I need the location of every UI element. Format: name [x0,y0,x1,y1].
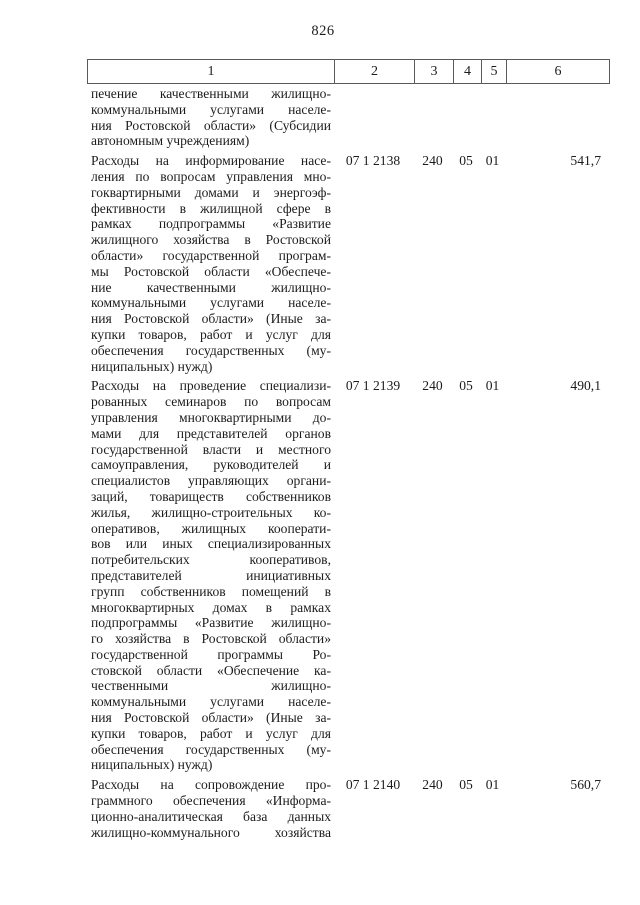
description-line: ционно-аналитическая база данных [91,808,331,824]
table-row [87,86,610,149]
description-line: оперативов, жилищных кооперати- [91,520,331,536]
description-line: государственной власти и местного [91,441,331,457]
description-line: многоквартирных домах в рамках [91,599,331,615]
description-line: гоквартирными домами и энергоэф- [91,184,331,200]
description-line: вов или иных специализированных [91,536,331,552]
header-cell-3: 3 [414,60,453,83]
description-line: граммного обеспечения «Информа- [91,793,331,809]
description-line: рованных семинаров по вопросам [91,394,331,410]
description-line: печение качественными жилищно- [91,86,331,101]
table-row [87,153,610,374]
subsection-cell: 01 [485,153,500,169]
subsection-cell: 01 [485,777,500,793]
description-line: купки товаров, работ и услуг для [91,725,331,741]
target-article-cell: 07 1 2140 [345,777,401,793]
expense-type-cell: 240 [422,378,443,394]
description-line: автономным учреждениям) [91,133,250,149]
description-line: ния Ростовской области» (Иные за- [91,311,331,327]
description-line: государственной программы Ро- [91,646,331,662]
description-line: групп собственников помещений в [91,583,331,599]
section-cell: 05 [459,777,473,793]
description-cell [87,86,333,149]
section-cell: 05 [459,378,473,394]
table-row [87,378,610,773]
table-header-row [87,59,610,84]
description-line: жилищного хозяйства в Ростовской [91,232,331,248]
description-line: самоуправления, руководителей и [91,457,331,473]
description-line: Расходы на сопровождение про- [91,777,331,793]
amount-cell: 490,1 [570,378,601,394]
budget-table [87,59,610,840]
description-line: купки товаров, работ и услуг для [91,326,331,342]
description-line: управления многоквартирными до- [91,409,331,425]
description-line: Расходы на проведение специализи- [91,378,331,394]
description-line: мы Ростовской области «Обеспече- [91,263,331,279]
description-line: коммунальными услугами населе- [91,101,331,117]
section-cell: 05 [459,153,473,169]
target-article-cell: 07 1 2139 [345,378,401,394]
description-line: чественными жилищно- [91,678,331,694]
description-line: мами для представителей органов [91,425,331,441]
page-number: 826 [311,23,335,39]
description-line: коммунальными услугами населе- [91,295,331,311]
expense-type-cell: 240 [422,777,443,793]
table-body [87,86,610,840]
amount-cell: 560,7 [570,777,601,793]
header-cell-6: 6 [506,60,609,83]
description-line: потребительских кооперативов, [91,552,331,568]
description-line: специалистов управляющих органи- [91,473,331,489]
description-line: области» государственной програм- [91,247,331,263]
description-line: коммунальными услугами населе- [91,694,331,710]
description-cell [87,378,333,773]
header-cell-5: 5 [481,60,506,83]
description-line: ниципальных) нужд) [91,757,213,773]
description-line: Расходы на информирование насе- [91,153,331,169]
description-line: ления по вопросам управления мно- [91,168,331,184]
subsection-cell: 01 [485,378,500,394]
header-cell-1: 1 [207,63,215,79]
description-line: ние качественными жилищно- [91,279,331,295]
amount-cell: 541,7 [570,153,601,169]
description-line: ниципальных) нужд) [91,358,213,374]
description-line: обеспечения государственных (му- [91,741,331,757]
description-cell [87,153,333,374]
description-line: го хозяйства в Ростовской области» [91,631,331,647]
description-line: фективности в жилищной сфере в [91,200,331,216]
expense-type-cell: 240 [422,153,443,169]
description-line: жилья, жилищно-строительных ко- [91,504,331,520]
description-line: жилищно-коммунального хозяйства [91,824,331,840]
description-line: рамках подпрограммы «Развитие [91,216,331,232]
description-line: заций, товариществ собственников [91,488,331,504]
description-line: стовской области «Обеспечение ка- [91,662,331,678]
description-line: ния Ростовской области» (Иные за- [91,710,331,726]
header-cell-2: 2 [334,60,414,83]
description-line: обеспечения государственных (му- [91,342,331,358]
table-row [87,777,610,840]
description-line: подпрограммы «Развитие жилищно- [91,615,331,631]
target-article-cell: 07 1 2138 [345,153,401,169]
header-cell-4: 4 [453,60,481,83]
description-line: ния Ростовской области» (Субсидии [91,117,331,133]
description-line: представителей инициативных [91,567,331,583]
description-cell [87,777,333,840]
